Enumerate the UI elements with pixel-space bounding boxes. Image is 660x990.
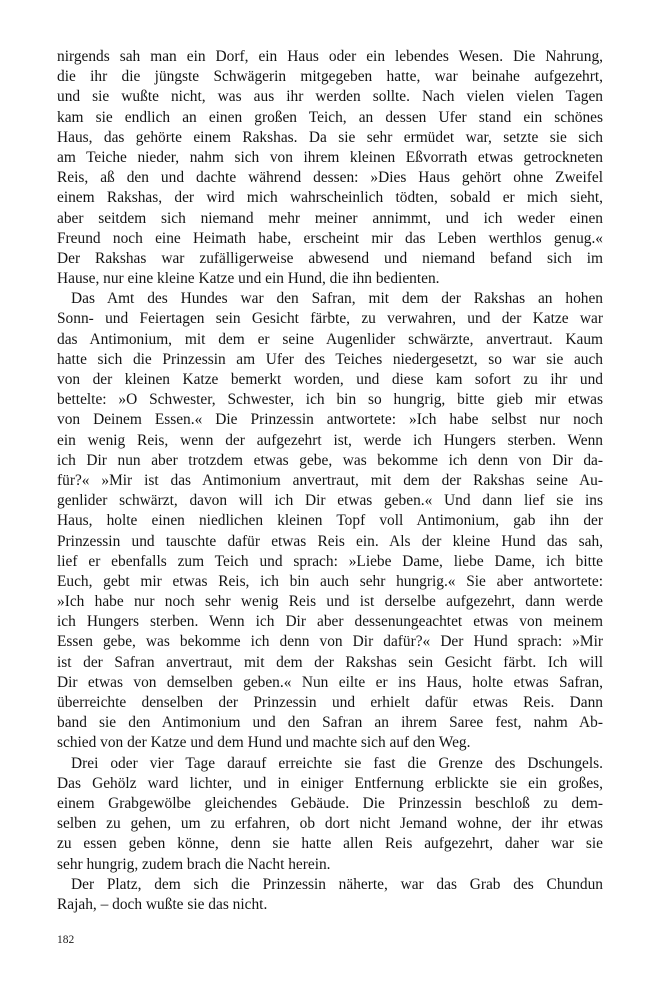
text-line: Der Platz, dem sich die Prinzessin näherte, war das Grab des Chundun <box>71 875 603 893</box>
text-line: nirgends sah man ein Dorf, ein Haus oder ein lebendes Wesen. Die Nahrung, <box>57 48 603 65</box>
paragraph <box>57 875 603 915</box>
text-line: für?« »Mir ist das Antimonium anvertraut, mit dem der Rakshas seine Au- <box>57 471 603 489</box>
text-line: am Teiche nieder, nahm sich von ihrem kleinen Eßvorrath etwas getrockneten <box>57 148 603 166</box>
paragraph <box>57 289 603 753</box>
text-line: Das Gehölz ward lichter, und in einiger Entfernung erblickte sie ein großes, <box>57 774 603 792</box>
text-line: Haus, das gehörte einem Rakshas. Da sie sehr ermüdet war, setzte sie sich <box>57 128 603 146</box>
text-line: Dir etwas von demselben geben.« Nun eilte er ins Haus, holte etwas Safran, <box>57 673 603 691</box>
text-line: Das Amt des Hundes war den Safran, mit dem der Rakshas an hohen <box>71 290 603 308</box>
text-line: sehr hungrig, zudem brach die Nacht herein. <box>57 855 331 873</box>
text-line: das Antimonium, mit dem er seine Augenlider schwärzte, anvertraut. Kaum <box>57 330 603 348</box>
text-line: kam sie endlich an einen großen Teich, an dessen Ufer stand ein schönes <box>57 108 603 126</box>
text-line: Haus, holte einen niedlichen kleinen Topf voll Antimonium, gab ihn der <box>57 512 603 530</box>
text-line: einem Grabgewölbe gleichendes Gebäude. Die Prinzessin beschloß zu dem- <box>57 794 603 812</box>
text-block <box>57 47 603 915</box>
text-line: aber seitdem sich niemand mehr meiner annimmt, und ich weder einen <box>57 209 603 227</box>
text-line: und sie wußte nicht, was aus ihr werden sollte. Nach vielen vielen Tagen <box>57 88 603 106</box>
text-line: von der kleinen Katze bemerkt worden, und diese kam sofort zu ihr und <box>57 371 603 388</box>
text-line: Reis, aß den und dachte während dessen: »Dies Haus gehört ohne Zweifel <box>57 169 603 187</box>
text-line: überreichte denselben der Prinzessin und erhielt dafür etwas Reis. Dann <box>57 694 603 711</box>
text-line: »Ich habe nur noch sehr wenig Reis und ist derselbe aufgezehrt, dann werde <box>57 593 603 611</box>
text-line: ein wenig Reis, wenn der aufgezehrt ist, werde ich Hungers sterben. Wenn <box>57 431 603 449</box>
text-line: lief er ebenfalls zum Teich und sprach: »Liebe Dame, liebe Dame, ich bitte <box>57 552 603 570</box>
text-line: Essen gebe, was bekomme ich denn von Dir dafür?« Der Hund sprach: »Mir <box>57 633 603 651</box>
text-line: band sie den Antimonium und den Safran an ihrem Saree fest, nahm Ab- <box>57 714 603 732</box>
text-line: Rajah, – doch wußte sie das nicht. <box>57 895 268 913</box>
text-line: von Deinem Essen.« Die Prinzessin antwortete: »Ich habe selbst nur noch <box>57 411 603 429</box>
text-line: schied von der Katze und dem Hund und machte sich auf den Weg. <box>57 734 471 752</box>
text-line: Hause, nur eine kleine Katze und ein Hund, die ihn bedienten. <box>57 270 440 288</box>
text-line: Euch, gebt mir etwas Reis, ich bin auch sehr hungrig.« Sie aber antwortete: <box>57 572 603 590</box>
text-line: Sonn- und Feiertagen sein Gesicht färbte, zu verwahren, und der Katze war <box>57 310 603 328</box>
text-line: die ihr die jüngste Schwägerin mitgegeben hatte, war beinahe aufgezehrt, <box>57 68 603 86</box>
text-line: ich Dir nun aber trotzdem etwas gebe, was bekomme ich denn von Dir da- <box>57 451 603 469</box>
paragraph <box>57 754 603 875</box>
text-line: ich Hungers sterben. Wenn ich Dir aber dessenungeachtet etwas von meinem <box>57 613 603 631</box>
text-line: bettelte: »O Schwester, Schwester, ich bin so hungrig, bitte gieb mir etwas <box>57 391 603 409</box>
text-line: hatte sich die Prinzessin am Ufer des Teiches niedergesetzt, so war sie auch <box>57 350 603 368</box>
text-line: Freund noch eine Heimath habe, erscheint mir das Leben werthlos genug.« <box>57 229 603 247</box>
text-line: zu essen geben könne, denn sie hatte allen Reis aufgezehrt, daher war sie <box>57 835 603 853</box>
text-line: einem Rakshas, der wird mich wahrscheinlich tödten, sobald er mich sieht, <box>57 189 603 207</box>
text-line: genlider schwärzt, davon will ich Dir etwas geben.« Und dann lief sie ins <box>57 492 603 510</box>
text-line: Prinzessin und tauschte dafür etwas Reis ein. Als der kleine Hund das sah, <box>57 532 603 550</box>
text-line: Der Rakshas war zufälligerweise abwesend und niemand befand sich im <box>57 249 603 267</box>
text-line: Drei oder vier Tage darauf erreichte sie fast die Grenze des Dschungels. <box>71 754 603 772</box>
text-line: ist der Safran anvertraut, mit dem der Rakshas sein Gesicht färbt. Ich will <box>57 653 603 671</box>
text-line: selben zu gehen, um zu erfahren, ob dort nicht Jemand wohne, der ihr etwas <box>57 815 603 833</box>
page-number: 182 <box>57 934 75 946</box>
paragraph <box>57 47 603 289</box>
